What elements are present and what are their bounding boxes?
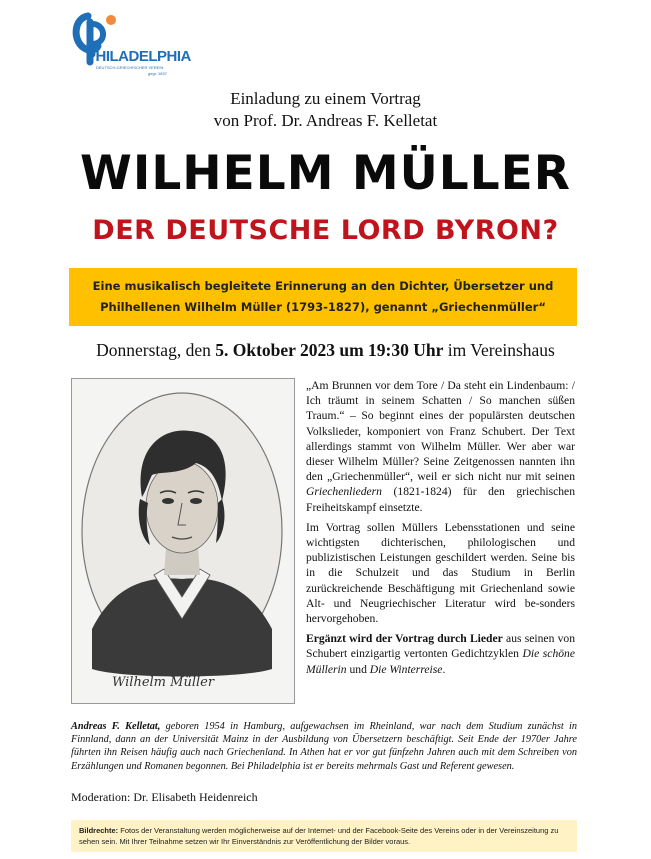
notice-text: Fotos der Veranstaltung werden möglicherweise auf der Internet- und der Facebook-Seite des Vereins oder in der Vereinszeitung zu sehen sein. Mit Ihrer Teilnahme setzen wir Ihr Einverständnis zur Veröffentlichung der Bilder voraus. — [79, 826, 559, 846]
body-text — [306, 378, 575, 682]
speaker-name: Andreas F. Kelletat, — [71, 721, 161, 732]
banner-line-2: Philhellenen Wilhelm Müller (1793-1827), genannt „Griechenmüller“ — [100, 300, 546, 314]
event-date — [0, 340, 651, 361]
subtitle: DER DEUTSCHE LORD BYRON? — [92, 215, 559, 246]
invite-line-2: von Prof. Dr. Andreas F. Kelletat — [213, 111, 438, 130]
logo-name: PHILADELPHIA — [86, 48, 191, 65]
portrait-signature: Wilhelm Müller — [112, 675, 215, 690]
portrait-engraving — [72, 379, 294, 703]
banner-line-1: Eine musikalisch begleitete Erinnerung an den Dichter, Übersetzer und — [92, 279, 554, 293]
highlight-banner — [69, 268, 577, 326]
notice-label: Bildrechte: — [79, 826, 119, 835]
body-paragraph-3: Ergänzt wird der Vortrag durch Lieder aus seinen von Schubert einzigartig vertonten Gedichtzyklen Die schöne Müllerin und Die Winterreise. — [306, 632, 575, 676]
logo-founded: gegr. 1837 — [148, 71, 167, 76]
date-location: im Vereinshaus — [443, 340, 555, 360]
moderation: Moderation: Dr. Elisabeth Heidenreich — [71, 790, 258, 804]
date-time: 5. Oktober 2023 um 19:30 Uhr — [215, 340, 444, 360]
philadelphia-logo — [66, 10, 191, 80]
body-paragraph-2: Im Vortrag sollen Müllers Lebensstationen und seine wichtigsten dichterischen, philologischen und publizistischen Leistungen geschildert werden. Seine bis in die Schulzeit und das Studium in Berlin zurückreichende Beschäftigung mit Griechenland sowie Alt- und Neugriechischer Literatur wird be-sonders hervorgehoben. — [306, 520, 575, 626]
date-prefix: Donnerstag, den — [96, 340, 216, 360]
body-paragraph-1: „Am Brunnen vor dem Tore / Da steht ein Lindenbaum: / Ich träumt in seinem Schatten / So manchen süßen Traum.“ – So beginnt eines der populärsten deutschen Volkslieder, komponiert von Franz Schubert. Der Text allerdings stammt von Wilhelm Müller. Wer aber war dieser Wilhelm Müller? Seine Zeitgenossen nannten ihn den „Griechenmüller“, weil er sich nicht nur mit seinen Griechenliedern (1821-1824) für den griechischen Freiheitskampf einsetzte. — [306, 379, 575, 514]
speaker-bio: Andreas F. Kelletat, geboren 1954 in Hamburg, aufgewachsen im Rheinland, war nach dem Studium zunächst in Finnland, dann an der Universität Mainz in der Ausbildung von Übersetzern beschäftigt. Seit Ende der 1970er Jahre führten ihn Reisen häufig auch nach Griechenland. In Athen hat er vor gut fünfzehn Jahren auch mit dem Schreiben von Erzählungen und Romanen begonnen. Bei Philadelphia ist er bereits mehrmals Gast und Referent gewesen. — [71, 721, 577, 772]
invite-line-1: Einladung zu einem Vortrag — [230, 89, 421, 108]
logo-subtitle: DEUTSCH-GRIECHISCHER VEREIN — [96, 65, 164, 70]
main-title: WILHELM MÜLLER — [80, 146, 571, 201]
portrait-image — [71, 378, 295, 704]
image-rights-notice — [71, 820, 577, 852]
